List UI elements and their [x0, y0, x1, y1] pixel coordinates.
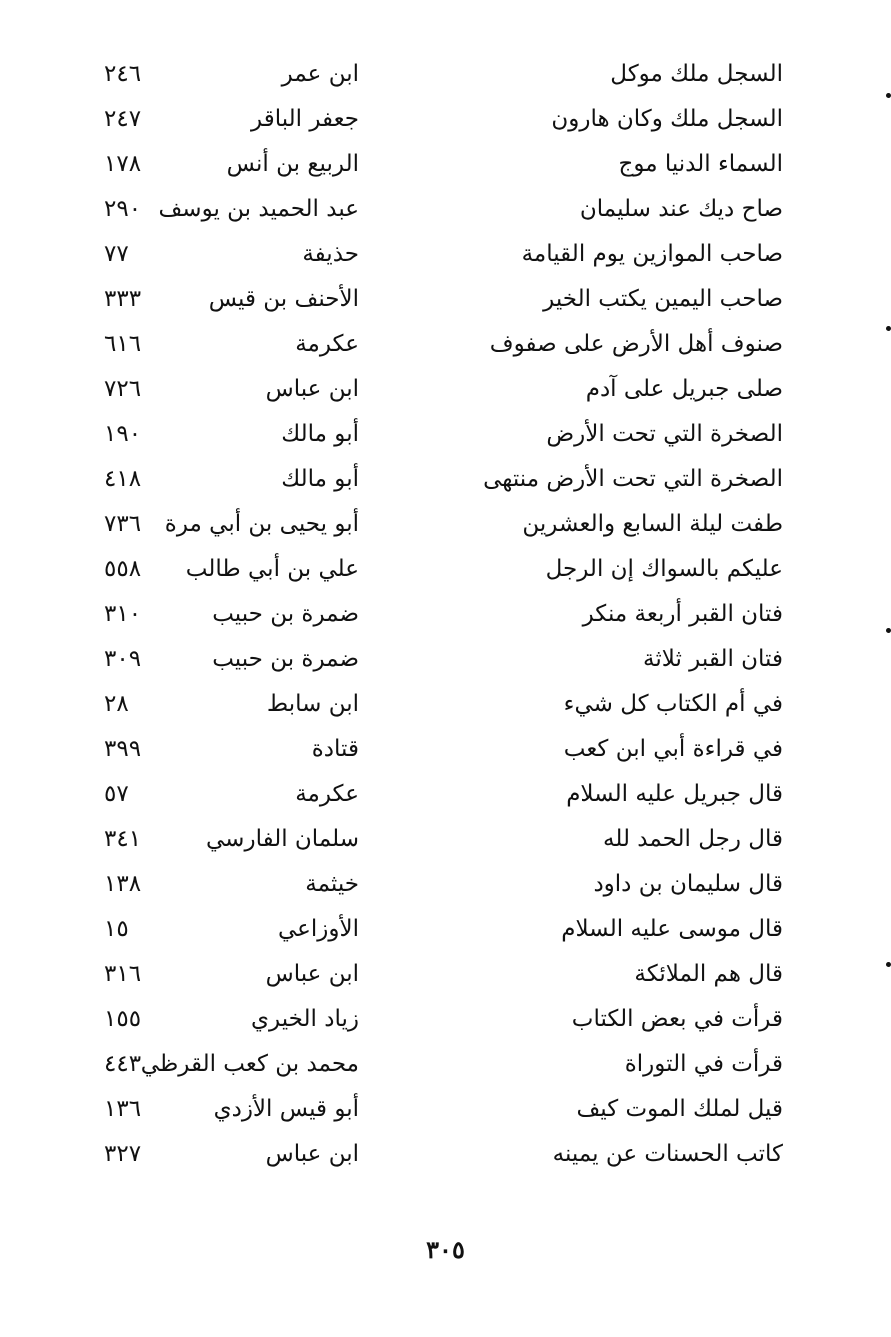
narrator-name: الأحنف بن قيس: [208, 286, 359, 312]
hadith-text: قيل لملك الموت كيف: [576, 1096, 783, 1122]
index-row: [0, 772, 891, 817]
page-reference: ٧٢٦: [104, 376, 142, 402]
hadith-text: صاح ديك عند سليمان: [579, 196, 783, 222]
narrator-name: علي بن أبي طالب: [185, 556, 359, 582]
hadith-text: فتان القبر ثلاثة: [643, 646, 783, 672]
narrator-name: عبد الحميد بن يوسف: [158, 196, 359, 222]
index-row: [0, 52, 891, 97]
page-reference: ١٣٦: [104, 1096, 142, 1122]
hadith-text: الصخرة التي تحت الأرض: [546, 421, 783, 447]
narrator-name: ابن عباس: [265, 376, 359, 402]
hadith-text: السجل ملك وكان هارون: [551, 106, 783, 132]
page-reference: ٤٤٣: [104, 1051, 142, 1077]
hadith-text: صنوف أهل الأرض على صفوف: [489, 331, 783, 357]
index-row: [0, 862, 891, 907]
hadith-text: قال موسى عليه السلام: [561, 916, 783, 942]
index-row: [0, 187, 891, 232]
narrator-name: أبو يحيى بن أبي مرة: [164, 511, 359, 537]
narrator-name: عكرمة: [295, 331, 359, 357]
page-reference: ١٥: [104, 916, 129, 942]
index-row: [0, 322, 891, 367]
narrator-name: ضمرة بن حبيب: [212, 646, 359, 672]
index-row: [0, 637, 891, 682]
hadith-text: صاحب الموازين يوم القيامة: [521, 241, 783, 267]
page-reference: ١٣٨: [104, 871, 142, 897]
margin-mark: [886, 962, 891, 967]
page-reference: ٧٣٦: [104, 511, 142, 537]
hadith-text: السجل ملك موكل: [610, 61, 783, 87]
narrator-name: الأوزاعي: [277, 916, 359, 942]
index-row: [0, 142, 891, 187]
narrator-name: أبو مالك: [281, 421, 359, 447]
margin-mark: [886, 628, 891, 633]
page-reference: ٧٧: [104, 241, 129, 267]
page-reference: ٢٩٠: [104, 196, 142, 222]
narrator-name: الربيع بن أنس: [226, 151, 359, 177]
hadith-text: قال هم الملائكة: [634, 961, 783, 987]
narrator-name: أبو مالك: [281, 466, 359, 492]
index-row: [0, 1132, 891, 1177]
page-reference: ٥٥٨: [104, 556, 142, 582]
narrator-name: زياد الخيري: [251, 1006, 359, 1032]
page-reference: ١٩٠: [104, 421, 142, 447]
index-row: [0, 907, 891, 952]
hadith-text: الصخرة التي تحت الأرض منتهى: [483, 466, 783, 492]
page-reference: ٥٧: [104, 781, 129, 807]
index-row: [0, 997, 891, 1042]
index-row: [0, 682, 891, 727]
index-row: [0, 97, 891, 142]
narrator-name: محمد بن كعب القرظي: [140, 1051, 359, 1077]
page-reference: ١٥٥: [104, 1006, 142, 1032]
hadith-text: فتان القبر أربعة منكر: [582, 601, 783, 627]
margin-mark: [886, 326, 891, 331]
page-reference: ١٧٨: [104, 151, 142, 177]
narrator-name: ضمرة بن حبيب: [212, 601, 359, 627]
index-row: [0, 232, 891, 277]
narrator-name: جعفر الباقر: [251, 106, 359, 132]
hadith-text: صاحب اليمين يكتب الخير: [543, 286, 783, 312]
narrator-name: عكرمة: [295, 781, 359, 807]
index-row: [0, 412, 891, 457]
narrator-name: قتادة: [311, 736, 359, 762]
page-reference: ٢٤٧: [104, 106, 142, 132]
page-reference: ٣١٦: [104, 961, 142, 987]
page-reference: ٦١٦: [104, 331, 142, 357]
hadith-text: قرأت في التوراة: [624, 1051, 783, 1077]
hadith-text: في قراءة أبي ابن كعب: [563, 736, 783, 762]
narrator-name: خيثمة: [305, 871, 359, 897]
narrator-name: سلمان الفارسي: [206, 826, 359, 852]
page-number: ٣٠٥: [426, 1235, 465, 1264]
page-reference: ٣٣٣: [104, 286, 142, 312]
index-row: [0, 952, 891, 997]
index-row: [0, 1087, 891, 1132]
page-reference: ٣٠٩: [104, 646, 142, 672]
hadith-text: قال رجل الحمد لله: [603, 826, 783, 852]
page-reference: ٣٤١: [104, 826, 142, 852]
hadith-text: صلى جبريل على آدم: [585, 376, 783, 402]
hadith-text: قرأت في بعض الكتاب: [571, 1006, 783, 1032]
hadith-text: طفت ليلة السابع والعشرين: [522, 511, 783, 537]
hadith-text: كاتب الحسنات عن يمينه: [552, 1141, 783, 1167]
index-row: [0, 1042, 891, 1087]
hadith-text: السماء الدنيا موج: [618, 151, 783, 177]
page-reference: ٣٢٧: [104, 1141, 142, 1167]
page-reference: ٣٩٩: [104, 736, 142, 762]
index-row: [0, 367, 891, 412]
narrator-name: ابن عباس: [265, 961, 359, 987]
page-reference: ٢٨: [104, 691, 129, 717]
index-row: [0, 277, 891, 322]
page-reference: ٣١٠: [104, 601, 142, 627]
hadith-text: عليكم بالسواك إن الرجل: [545, 556, 783, 582]
narrator-name: حذيفة: [302, 241, 359, 267]
narrator-name: ابن عمر: [281, 61, 359, 87]
narrator-name: ابن عباس: [265, 1141, 359, 1167]
hadith-text: في أم الكتاب كل شيء: [563, 691, 783, 717]
index-row: [0, 502, 891, 547]
margin-mark: [886, 93, 891, 98]
index-row: [0, 817, 891, 862]
index-row: [0, 547, 891, 592]
index-row: [0, 727, 891, 772]
narrator-name: ابن سابط: [266, 691, 359, 717]
hadith-text: قال سليمان بن داود: [593, 871, 783, 897]
hadith-text: قال جبريل عليه السلام: [566, 781, 783, 807]
page-reference: ٢٤٦: [104, 61, 142, 87]
index-row: [0, 457, 891, 502]
narrator-name: أبو قيس الأزدي: [213, 1096, 359, 1122]
index-row: [0, 592, 891, 637]
page-reference: ٤١٨: [104, 466, 142, 492]
